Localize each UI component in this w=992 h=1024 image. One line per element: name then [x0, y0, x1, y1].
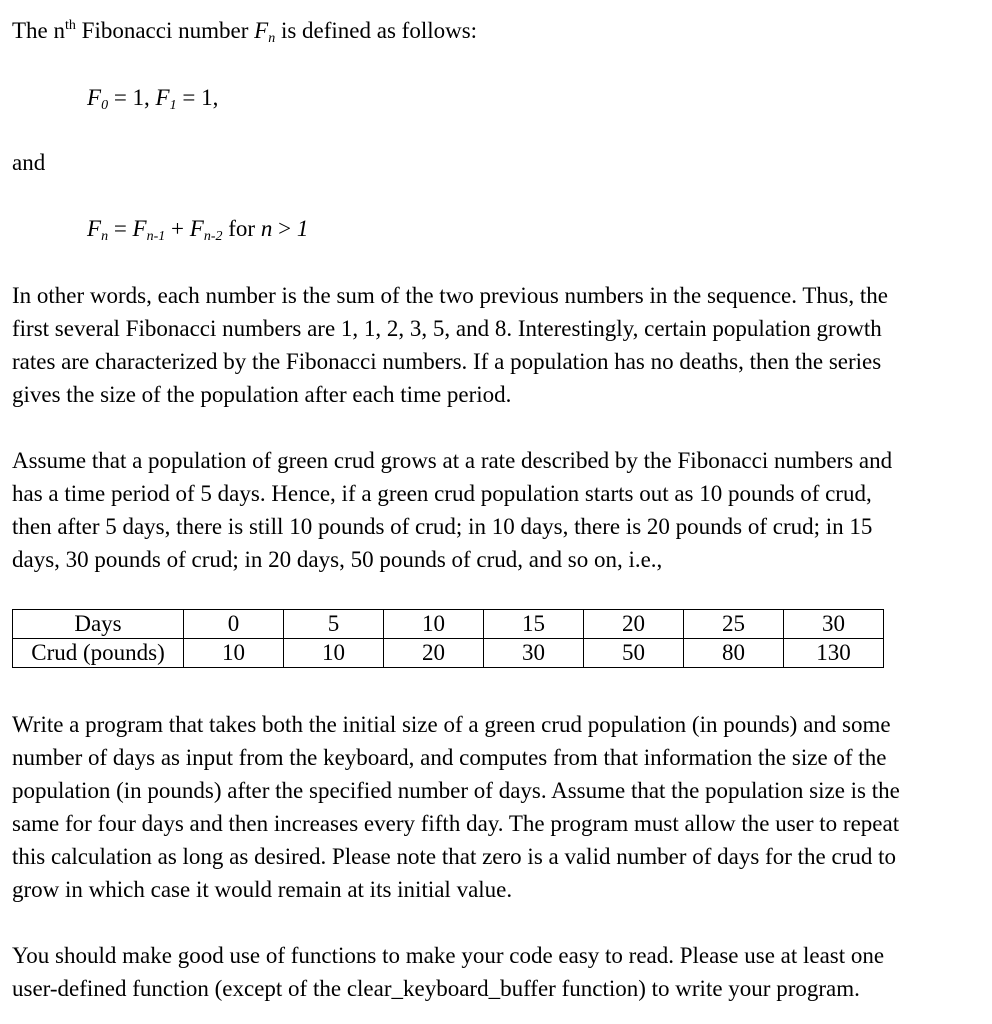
paragraph-green-crud — [12, 444, 987, 576]
paragraph-line: You should make good use of functions to make your code easy to read. Please use at least one — [12, 943, 885, 968]
fn-equals: = — [108, 216, 133, 241]
paragraph-line: rates are characterized by the Fibonacci numbers. If a population has no deaths, then the series — [12, 349, 882, 374]
fn-symbol: F — [87, 216, 102, 241]
table-cell: 10 — [284, 639, 384, 668]
paragraph-program-requirements — [12, 708, 987, 906]
table-cell: 5 — [284, 610, 384, 639]
condition-one: 1 — [296, 216, 309, 241]
paragraph-functions-note — [12, 939, 987, 1005]
intro-prefix: The n — [12, 18, 66, 43]
f0-equals: = 1, — [108, 85, 156, 110]
paragraph-line: number of days as input from the keyboard, and computes from that information the size of the — [12, 745, 887, 770]
and-text: and — [12, 150, 46, 175]
table-cell: 20 — [384, 639, 484, 668]
table-header-days: Days — [13, 610, 184, 639]
paragraph-line: population (in pounds) after the specified number of days. Assume that the population size is the — [12, 778, 900, 803]
crud-growth-table — [12, 609, 884, 668]
f1-symbol: F — [155, 85, 170, 110]
f1-subscript: 1 — [169, 98, 177, 113]
table-cell: 30 — [484, 639, 584, 668]
paragraph-line: In other words, each number is the sum of the two previous numbers in the sequence. Thus, the — [12, 283, 888, 308]
table-row-days — [13, 610, 884, 639]
fn2-subscript: n-2 — [203, 229, 223, 244]
intro-n-subscript: n — [268, 31, 276, 46]
paragraph-line: then after 5 days, there is still 10 pounds of crud; in 10 days, there is 20 pounds of crud; in 15 — [12, 514, 873, 539]
paragraph-line: has a time period of 5 days. Hence, if a green crud population starts out as 10 pounds of crud, — [12, 481, 872, 506]
fn1-subscript: n-1 — [146, 229, 166, 244]
f1-equals: = 1, — [176, 85, 219, 110]
paragraph-line: grow in which case it would remain at its initial value. — [12, 877, 513, 902]
table-cell: 15 — [484, 610, 584, 639]
condition-n: n — [260, 216, 273, 241]
paragraph-line: Assume that a population of green crud grows at a rate described by the Fibonacci numbers and — [12, 448, 893, 473]
fn1-symbol: F — [132, 216, 147, 241]
greater-than: > — [272, 216, 297, 241]
table-cell: 10 — [184, 639, 284, 668]
paragraph-line: gives the size of the population after each time period. — [12, 382, 512, 407]
table-header-crud: Crud (pounds) — [13, 639, 184, 668]
paragraph-line: days, 30 pounds of crud; in 20 days, 50 pounds of crud, and so on, i.e., — [12, 547, 663, 572]
table-cell: 50 — [584, 639, 684, 668]
intro-sup: th — [65, 18, 76, 33]
for-text: for — [222, 216, 261, 241]
table-cell: 25 — [684, 610, 784, 639]
plus-sign: + — [165, 216, 190, 241]
fn2-symbol: F — [189, 216, 204, 241]
paragraph-line: Write a program that takes both the initial size of a green crud population (in pounds) and some — [12, 712, 891, 737]
table-cell: 80 — [684, 639, 784, 668]
table-cell: 130 — [784, 639, 884, 668]
intro-suffix: is defined as follows: — [275, 18, 478, 43]
paragraph-fibonacci-explanation — [12, 279, 987, 411]
f0-subscript: 0 — [101, 98, 109, 113]
table-cell: 20 — [584, 610, 684, 639]
recurrence-formula — [87, 215, 308, 243]
paragraph-line: same for four days and then increases every fifth day. The program must allow the user to repeat — [12, 811, 900, 836]
table-cell: 30 — [784, 610, 884, 639]
intro-f-symbol: F — [254, 18, 269, 43]
f0-symbol: F — [87, 85, 102, 110]
base-case-formula — [87, 84, 218, 112]
paragraph-line: this calculation as long as desired. Please note that zero is a valid number of days for the crud to — [12, 844, 896, 869]
paragraph-line: first several Fibonacci numbers are 1, 1, 2, 3, 5, and 8. Interestingly, certain population growth — [12, 316, 882, 341]
fn-subscript: n — [101, 229, 109, 244]
table-row-crud — [13, 639, 884, 668]
paragraph-line: user-defined function (except of the clear_keyboard_buffer function) to write your program. — [12, 976, 860, 1001]
table-cell: 10 — [384, 610, 484, 639]
table-cell: 0 — [184, 610, 284, 639]
intro-middle: Fibonacci number — [75, 18, 255, 43]
intro-line — [12, 17, 477, 45]
